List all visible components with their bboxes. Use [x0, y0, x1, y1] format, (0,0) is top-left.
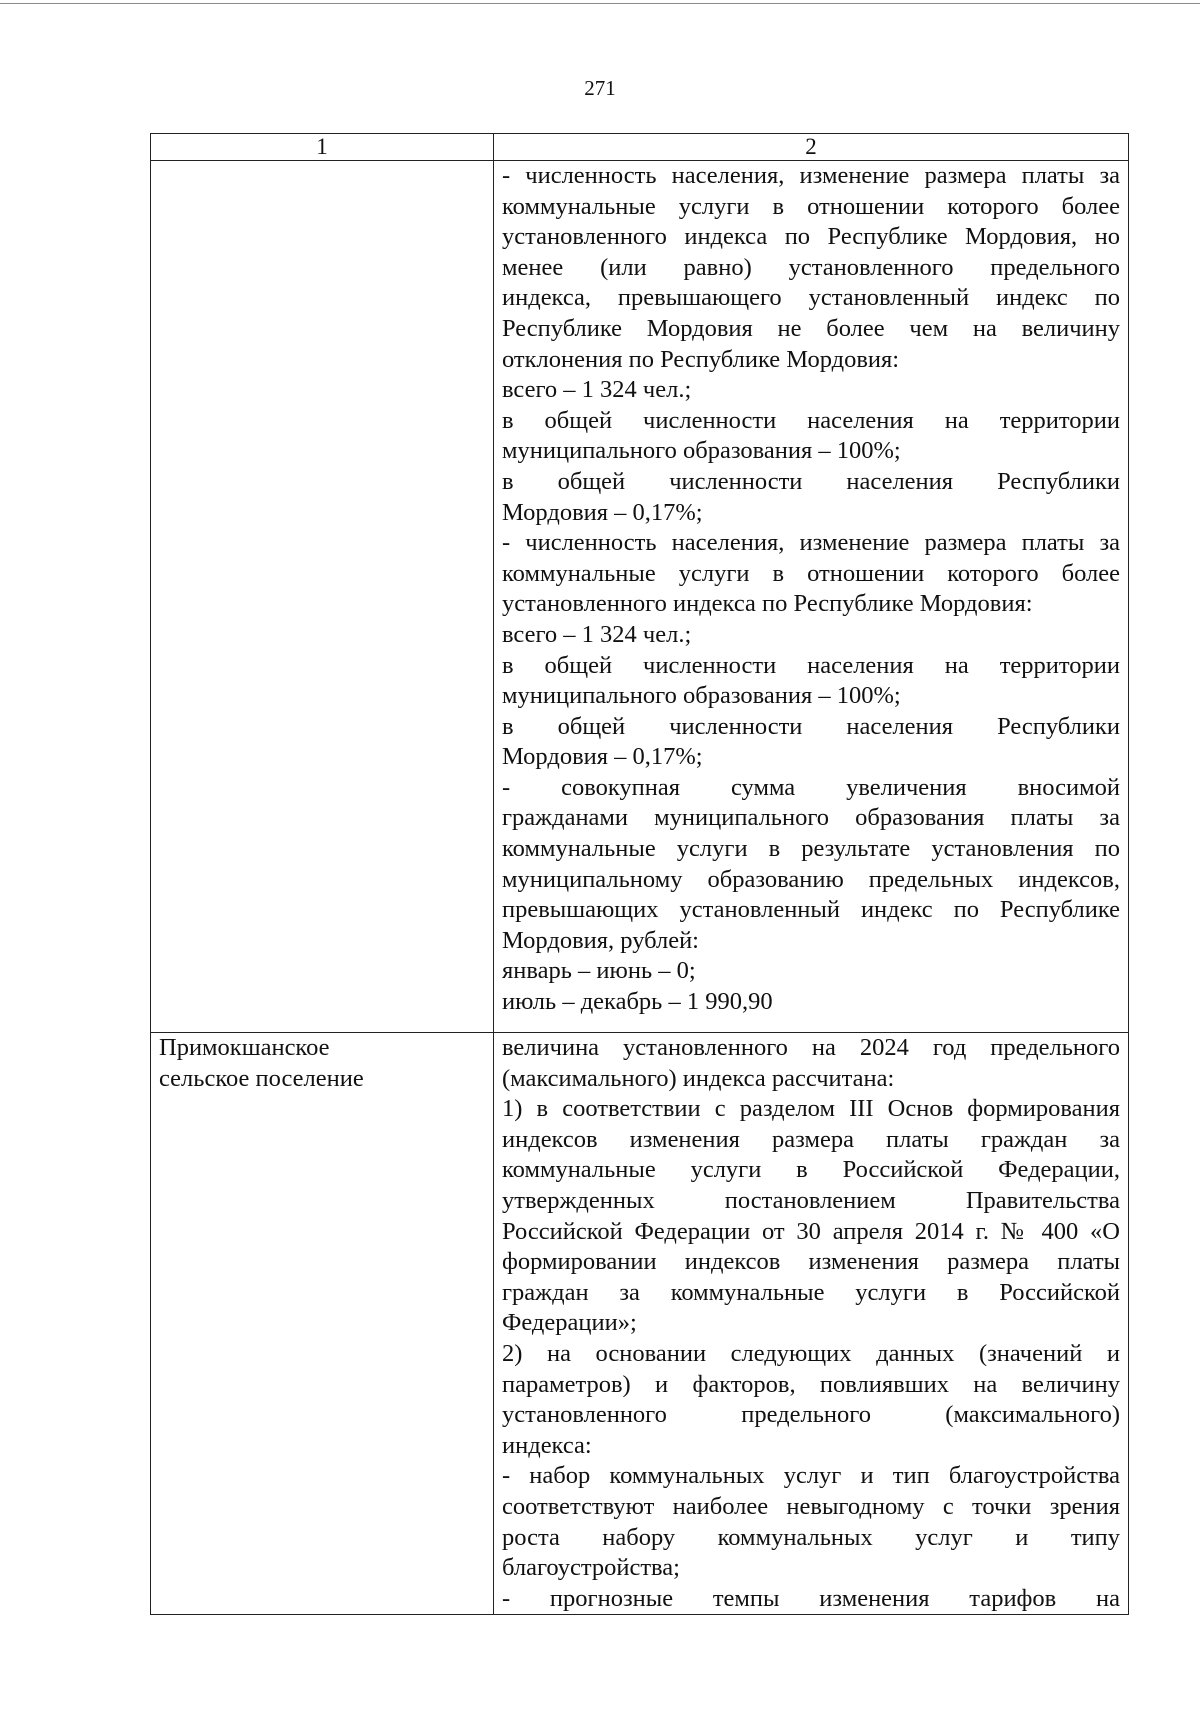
text-line: индекса: [502, 1431, 592, 1459]
text-line: коммунальные услуги в отношении которого более [502, 559, 1120, 587]
text-line: превышающих установленный индекс по Республике [502, 896, 1120, 924]
text-line: муниципального образования – 100%; [502, 682, 901, 710]
text-line: Федерации»; [502, 1309, 637, 1337]
text-line: 1) в соответствии с разделом III Основ формирования [502, 1095, 1120, 1123]
text-line: муниципальному образованию предельных индексов, [502, 865, 1120, 893]
text-line: индексов изменения размера платы граждан за [502, 1125, 1120, 1153]
text-line: Республике Мордовия не более чем на величину [502, 314, 1120, 342]
text-line: установленного индекса по Республике Мордовия: [502, 590, 1033, 618]
text-line: в общей численности населения Республики [502, 712, 1120, 740]
text-line: граждан за коммунальные услуги в Российской [502, 1278, 1120, 1306]
text-line: Мордовия – 0,17%; [502, 498, 703, 526]
table-cell-description [494, 1033, 1129, 1615]
text-line: в общей численности населения на территории [502, 406, 1120, 434]
text-line: январь – июнь – 0; [502, 957, 696, 985]
text-line: индекса, превышающего установленный индекс по [502, 284, 1120, 312]
text-line: июль – декабрь – 1 990,90 [502, 988, 773, 1016]
document-table [150, 133, 1129, 1615]
text-line: Мордовия – 0,17%; [502, 743, 703, 771]
text-line: - прогнозные темпы изменения тарифов на [502, 1584, 1120, 1612]
table-cell-name [151, 161, 494, 1033]
table-cell-description [494, 161, 1129, 1033]
text-line: коммунальные услуги в результате установления по [502, 835, 1120, 863]
text-line: Мордовия, рублей: [502, 926, 699, 954]
text-line: в общей численности населения Республики [502, 467, 1120, 495]
text-line: благоустройства; [502, 1554, 680, 1582]
text-line: (максимального) индекса рассчитана: [502, 1064, 895, 1092]
text-line: всего – 1 324 чел.; [502, 620, 692, 648]
text-line: Российской Федерации от 30 апреля 2014 г. № 400 «О [502, 1217, 1120, 1245]
text-line: роста набору коммунальных услуг и типу [502, 1523, 1120, 1551]
page-number: 271 [584, 76, 616, 100]
text-line: формировании индексов изменения размера платы [502, 1248, 1120, 1276]
text-line: параметров) и факторов, повлиявших на величину [502, 1370, 1120, 1398]
text-line: установленного предельного (максимального) [502, 1401, 1120, 1429]
text-line: установленного индекса по Республике Мордовия, но [502, 223, 1120, 251]
table-row [151, 161, 1129, 1033]
text-line: соответствуют наиболее невыгодному с точки зрения [502, 1492, 1120, 1520]
table-header-cell-2: 2 [494, 134, 1129, 161]
table-header-cell-1: 1 [151, 134, 494, 161]
text-line: в общей численности населения на территории [502, 651, 1120, 679]
text-line: коммунальные услуги в Российской Федерации, [502, 1156, 1120, 1184]
text-line: менее (или равно) установленного предельного [502, 253, 1120, 281]
text-line: Примокшанское [159, 1034, 330, 1061]
table-row [151, 1033, 1129, 1615]
text-line: - совокупная сумма увеличения вносимой [502, 773, 1120, 801]
text-line: коммунальные услуги в отношении которого более [502, 192, 1120, 220]
table-cell-name [151, 1033, 494, 1615]
text-line: утвержденных постановлением Правительства [502, 1186, 1120, 1214]
text-line: сельское поселение [159, 1064, 364, 1092]
text-line: 2) на основании следующих данных (значений и [502, 1339, 1120, 1367]
table-header-row [151, 134, 1129, 161]
page-top-rule [0, 3, 1200, 4]
text-line: отклонения по Республике Мордовия: [502, 345, 900, 373]
text-line: всего – 1 324 чел.; [502, 376, 692, 404]
text-line: муниципального образования – 100%; [502, 437, 901, 465]
text-line: - набор коммунальных услуг и тип благоустройства [502, 1462, 1120, 1490]
text-line: - численность населения, изменение размера платы за [502, 162, 1120, 189]
text-line: - численность населения, изменение размера платы за [502, 529, 1120, 557]
text-line: гражданами муниципального образования платы за [502, 804, 1120, 832]
text-line: величина установленного на 2024 год предельного [502, 1034, 1120, 1061]
